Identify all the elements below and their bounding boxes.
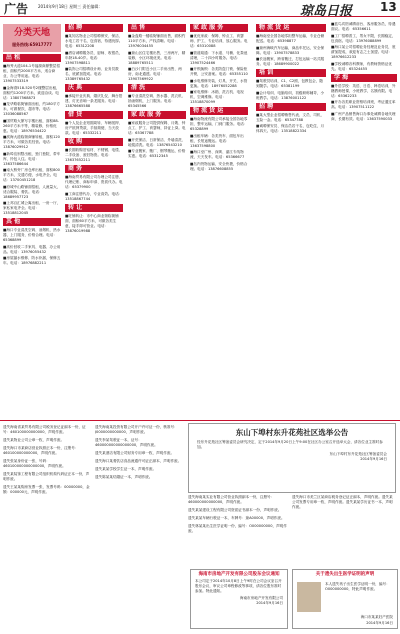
meeting-notice <box>188 423 396 493</box>
ad-item: ■工厂招聘普工，男女不限，长期稳定，包食宿。电话：13976088899 <box>331 33 396 43</box>
notice-title: 东山下埠村东升花苑社区选举公告 <box>235 428 349 437</box>
notice-item: 遗失林某某出生医学证明一份，编号：O000000000，声明作废。 <box>188 524 287 533</box>
ad-item: ■旺铺转让：市中心商业街临街铺面，面积60平方米，可做各类生意，接手即可营业。电话：13876019988 <box>65 213 119 233</box>
ad-item: ■海南至全国各地零担整车运输，专业仓储配送。电话：65398877 <box>256 34 325 43</box>
child-notice <box>292 569 398 629</box>
section-label: 广告 <box>4 2 29 16</box>
notice-body: 经东升花苑社区筹备委员会研究决定，定于2014年9月20日上午9:00在社区办公室召开选举大会，请各位业主准时参加。 <box>197 440 383 449</box>
notice-item: 遗失某某建设工程有限公司资质证书副本一份，声明作废。 <box>188 508 282 512</box>
notice-signature: 海南市房地产开发有限公司 <box>239 596 283 600</box>
notice-item: 遗失张某身份证一张，号码：460100000000000000，声明作废。 <box>3 459 66 468</box>
section-heading-transport: 物 流 货 运 <box>256 24 326 32</box>
ad-item: ■琼山区住宅楼出售，三房两厅，精装修，小区环境优美。电话：18889765511 <box>128 50 186 65</box>
ad-item: ■金海湾518-520号2楼整层出租，面积约1200平方米，欢迎洽谈。电话：13807568873 <box>3 85 60 100</box>
notice-item: 遗失陈某某结婚证一本，声明作废。 <box>95 475 153 479</box>
ad-list <box>65 94 123 109</box>
section-heading-recruit: 招 聘 <box>65 24 123 32</box>
ad-list <box>65 34 123 82</box>
notice-title: 海南市房地产开发有限公司股东会议通知 <box>198 572 280 577</box>
notice-list <box>188 495 288 534</box>
ad-item: ■某大型企业招聘销售代表、文员、司机，五险一金。电话：65347788 <box>256 112 325 122</box>
notice-item: 遗失某酒店有限公司财务专用章一枚，声明作废。 <box>95 451 175 455</box>
notice-body: 本人遗失孩子出生医学证明一份，编号：O000000000，特此声明作废。 <box>325 582 390 591</box>
classified-column-1 <box>3 22 61 420</box>
section-heading-home: 家 政 服 务 <box>190 24 248 32</box>
notice-item: 遗失海口市某商店营业执照正本一份，注册号：460100000000000，声明作废。 <box>3 446 79 455</box>
ad-list <box>65 175 123 202</box>
ad-item: ■工商注册代办，专业高效。电话：13518867744 <box>65 191 123 201</box>
notice-column-mid <box>95 425 183 565</box>
section-heading-training: 培 训 <box>256 69 326 77</box>
section-heading-home: 家 政 服 务 <box>128 111 186 119</box>
classified-banner: 分类天地 服务热线:65917777 <box>3 24 61 52</box>
ad-item: ■海口某公司招聘业务经理及业务员，底薪加提成，欢迎有志之士加盟。电话：18976612233 <box>331 45 396 59</box>
notice-item: 遗失某某车辆行驶证一本，车牌号：琼A00000，声明作废。 <box>188 516 285 520</box>
ad-item: ■龙华路临街铺面出租，约180平方米，可做餐饮、超市等。电话：13036088567 <box>3 102 60 116</box>
classified-column-4 <box>190 22 248 420</box>
notice-date: 2014年9月16日 <box>366 621 393 625</box>
section-heading-biz: 商 务 <box>65 165 123 173</box>
classified-column-2 <box>65 22 123 420</box>
notice-list <box>3 425 91 495</box>
notice-signature: 海口市某某妇产医院 <box>360 615 393 619</box>
ad-item: ■高价回收二手家具、电器、办公用品。电话：13976055432 <box>3 244 61 254</box>
ad-item: ■府城中山路铺面招租，人流量大，适合服装、餐饮。电话：18689957723 <box>3 184 61 199</box>
ad-item: ■房屋漏水维修、防水补漏，保修五年。电话：18976882211 <box>3 256 61 265</box>
ad-item: ■海南贸易有限公司办理公司注册、代理记账、商标申请、资质代办。电话：65379900 <box>65 175 123 189</box>
notice-column-right-2 <box>292 495 396 565</box>
ad-item: ■承接开业庆典、婚庆礼仪、舞台搭建、灯光音响一条龙服务。电话：13876665588 <box>65 94 123 108</box>
notice-item: 遗失海口某餐饮店食品流通许可证正副本，声明作废。 <box>95 459 182 463</box>
ad-item: ■国贸路大厦写字楼出租，面积88-260平方米不等，精装修，价格优惠。电话：18976534422 <box>3 118 59 133</box>
ad-list <box>3 228 61 266</box>
ad-item: ■蓝鸟宾馆诚聘前台、客房服务员，待遇面议。电话：65356611 <box>331 22 396 31</box>
ad-list <box>190 117 248 172</box>
ad-item: ■南大桥旁厂房仓库出租，面积800平方米，交通方便，水电齐全。电话：13700451218 <box>3 168 60 182</box>
ad-list <box>128 94 186 109</box>
ad-item: ■滨海大道临街商铺转租，面积120平方米，可做各类经营。电话：13876029912 <box>3 135 60 149</box>
ad-list <box>3 64 61 216</box>
notice-item: 遗失李某驾驶证一本，证号：460000000000000000，声明作废。 <box>95 438 158 447</box>
classified-column-5 <box>256 22 326 420</box>
ad-item: ■琼州海峡汽车运输，商品车托运，安全保障。电话：13907578833 <box>256 45 325 55</box>
ad-item: ■装饰公司招聘设计师、业务员数名，底薪加提成。电话：13389765432 <box>65 67 119 81</box>
ad-item: ■海口专业清洗空调、油烟机、热水器，上门服务，价格合理。电话：65368899 <box>3 228 61 242</box>
notice-item: 遗失王某某购房发票一张，发票号码：00000000，金额：000000元，声明作废。 <box>3 485 90 494</box>
ad-item: ■岛内货物运输，安全快捷，价格合理。电话：13876608855 <box>190 161 248 171</box>
section-heading-celebrate: 庆 典 <box>65 84 123 92</box>
ad-item: ■开办各类职业资格培训班，考证通过率高。电话：13907511122 <box>331 100 396 109</box>
notice-item: 遗失某物业公司公章一枚，声明作废。 <box>3 438 65 442</box>
notice-item: 遗失海南省某贸易有限公司税务登记证副本一份，证号：460100000000000，声明作废。 <box>3 425 86 434</box>
ad-list <box>128 121 186 159</box>
notice-list <box>95 425 183 480</box>
ad-list <box>190 34 248 105</box>
ad-item: ■水电维修安装，灯具、开关、水管更换。电话：18976052288 <box>190 78 248 88</box>
notice-item: 遗失海南某投资有限公司开户许可证一份，核准号：J0000000000000，声明作废。 <box>95 425 178 434</box>
notice-date: 2014年9月16日 <box>360 457 387 461</box>
ad-item: ■家政服务公司提供保姆、月嫂、钟点工、护工、育婴师，持证上岗。电话：65367788 <box>128 121 186 135</box>
paper-logo: 琼岛日报 <box>300 4 353 19</box>
ad-list <box>128 34 186 82</box>
notice-date: 2014年9月16日 <box>256 601 283 605</box>
notice-column-left <box>3 425 91 565</box>
ad-item: ■开锁换锁：各类防盗门锁、保险柜开锁，公安备案。电话：65355110 <box>190 67 248 76</box>
ad-list <box>256 34 326 67</box>
section-heading-learn: 学 海 <box>331 74 397 82</box>
notice-body: 本公司定于2014年10月8日上午9时在公司会议室召开股东会议，审议公司章程修改等事项，请各位股东准时参加。特此通知。 <box>195 579 282 593</box>
notices-area <box>0 421 400 633</box>
section-heading-buy: 收 购 <box>65 138 123 146</box>
ad-item: ■学校诚聘各科教师，有教师资格证优先。电话：65324455 <box>331 61 392 71</box>
section-heading-recruit: 招 聘 <box>256 103 326 111</box>
notice-item: 遗失海南某实业有限公司营业执照副本一份，注册号：460000000000000，声明作废。 <box>188 495 275 504</box>
notice-title: 关于遗失出生医学证明的声明 <box>315 572 375 577</box>
hotline: 服务热线:65917777 <box>12 42 52 47</box>
masthead <box>0 0 400 17</box>
issue-date: 2014年9月18日 星期三 责任编辑： <box>38 4 103 9</box>
ad-item: ■出租车辆：各类货车、面包车出租，长短途搬运。电话：13637598800 <box>190 133 244 148</box>
ad-item: ■新埠岛别墅出租，独门独院，带车库，拎包入住。电话：13637586644 <box>3 151 61 166</box>
ad-item: ■海口至广州、深圳、湛江专线物流，天天发车。电话：65366677 <box>190 150 245 159</box>
ad-item: ■海秀大道104-1号福源商厦整层招租，面积约2000平方米，适合商业、办公等用途。电话：13907533319 <box>3 64 60 83</box>
ad-list <box>65 121 123 136</box>
section-heading-clean: 清 洗 <box>128 84 186 92</box>
notice-item: 遗失某装饰工程有限公司组织机构代码证正本一份，声明作废。 <box>3 472 90 481</box>
notice-signature: 东山下埠村东升花苑社区筹备委员会 <box>329 452 387 456</box>
ad-item: ■外语学校：英语、日语、韩语培训，外籍教师授课，小班教学，名额有限。电话：65362233 <box>331 83 396 98</box>
section-heading-transport: 物 流 货 运 <box>190 107 248 115</box>
ad-item: ■管道疏通：下水道、马桶、化粪池清理，二十四小时服务。电话：13907524466 <box>190 50 248 65</box>
section-heading-other: 其 他 <box>3 218 61 226</box>
page-number: 13 <box>380 0 397 14</box>
ad-item: ■海南物流有限公司承接全国各地零担、整车运输，门到门服务。电话：65328899 <box>190 117 248 131</box>
ad-list <box>65 214 123 234</box>
ad-item: ■家电维修：冰箱、洗衣机、电视机、空调维修。电话：13518870099 <box>190 90 244 104</box>
notice-item: 遗失某某学校学生证一本，声明作废。 <box>95 467 157 471</box>
ad-item: ■驾驶员培训，C1、C2照，包教包会，随到随学。电话：65381199 <box>256 79 323 88</box>
ad-item: ■开荒保洁、日常保洁、外墙清洗、地毯清洗。电话：13876543210 <box>128 137 186 147</box>
section-heading-sale: 出 售 <box>128 24 186 32</box>
section-heading-transfer: 转 让 <box>65 204 123 212</box>
ad-item: ■广州产品销售海口办事处诚聘各地代理商，长期有效。电话：13637590033 <box>331 111 396 121</box>
ad-item: ■优优家政：保姆、钟点工、育婴师、护工，专业培训，放心服务。电话：65310088 <box>190 34 248 48</box>
ad-item: ■专业搬家、搬厂、钢琴搬运，价格实惠。电话：65312345 <box>128 149 186 158</box>
section-heading-loan: 借 贷 <box>65 111 123 119</box>
classified-column-6 <box>331 22 397 420</box>
ad-item: ■个人及企业短期周转、车辆抵押、房产抵押贷款，手续简便，当天放款。电话：65332211 <box>65 121 123 135</box>
ad-list <box>331 84 397 122</box>
ad-item: ■诚聘保安员、保洁员若干名，包吃住，月休四天。电话：13518822334 <box>256 124 325 133</box>
shareholder-notice <box>190 569 288 629</box>
section-heading-rent: 出 租 <box>3 54 61 62</box>
ad-list <box>256 113 326 135</box>
ad-list <box>256 79 326 101</box>
classified-column-3 <box>128 22 186 420</box>
ad-item: ■金盘路一楼临街铺面出售，面积约110平方米，产权清晰。电话：13976034455 <box>128 34 186 48</box>
ad-item: ■长期收购旧铝材、不锈钢、电缆、二手设备、废旧物资。电话：13637652211 <box>65 148 123 162</box>
footer-notice: 遗失海口市美兰区某商店税务登记证正副本，声明作废。遗失某公司发票专用章一枚，声明作废。遗失某某学历证书一本，声明作废。 <box>292 495 393 509</box>
ad-item: ■专业清洗空调、热水器、洗衣机、抽油烟机，上门服务。电话：65345566 <box>128 94 186 108</box>
ad-item: ■白沙门附近小区二手房出售，两房，南北通透。电话：13907569922 <box>128 67 182 81</box>
ad-list <box>331 22 397 72</box>
ad-item: ■长途搬家，跨省搬迁，打包运输一站式服务。电话：18689900022 <box>256 57 325 66</box>
child-photo <box>297 582 321 612</box>
ad-item: ■酒店诚聘服务员、厨师、收银员，年龄18-40岁。电话：13907598811 <box>65 50 123 65</box>
ad-list <box>65 148 123 163</box>
ad-item: ■会计培训、电脑培训，初级职称辅导，小班教学。电话：13876001122 <box>256 90 325 100</box>
ad-item: ■上邦百汇城公寓出租，一房一厅，家私家电齐全。电话：13518812045 <box>3 201 61 215</box>
ad-item: ■某知名物业公司招聘保安、保洁、水电工若干名，包食宿，待遇优厚。电话：65312208 <box>65 34 123 48</box>
notice-column-right <box>188 495 288 565</box>
